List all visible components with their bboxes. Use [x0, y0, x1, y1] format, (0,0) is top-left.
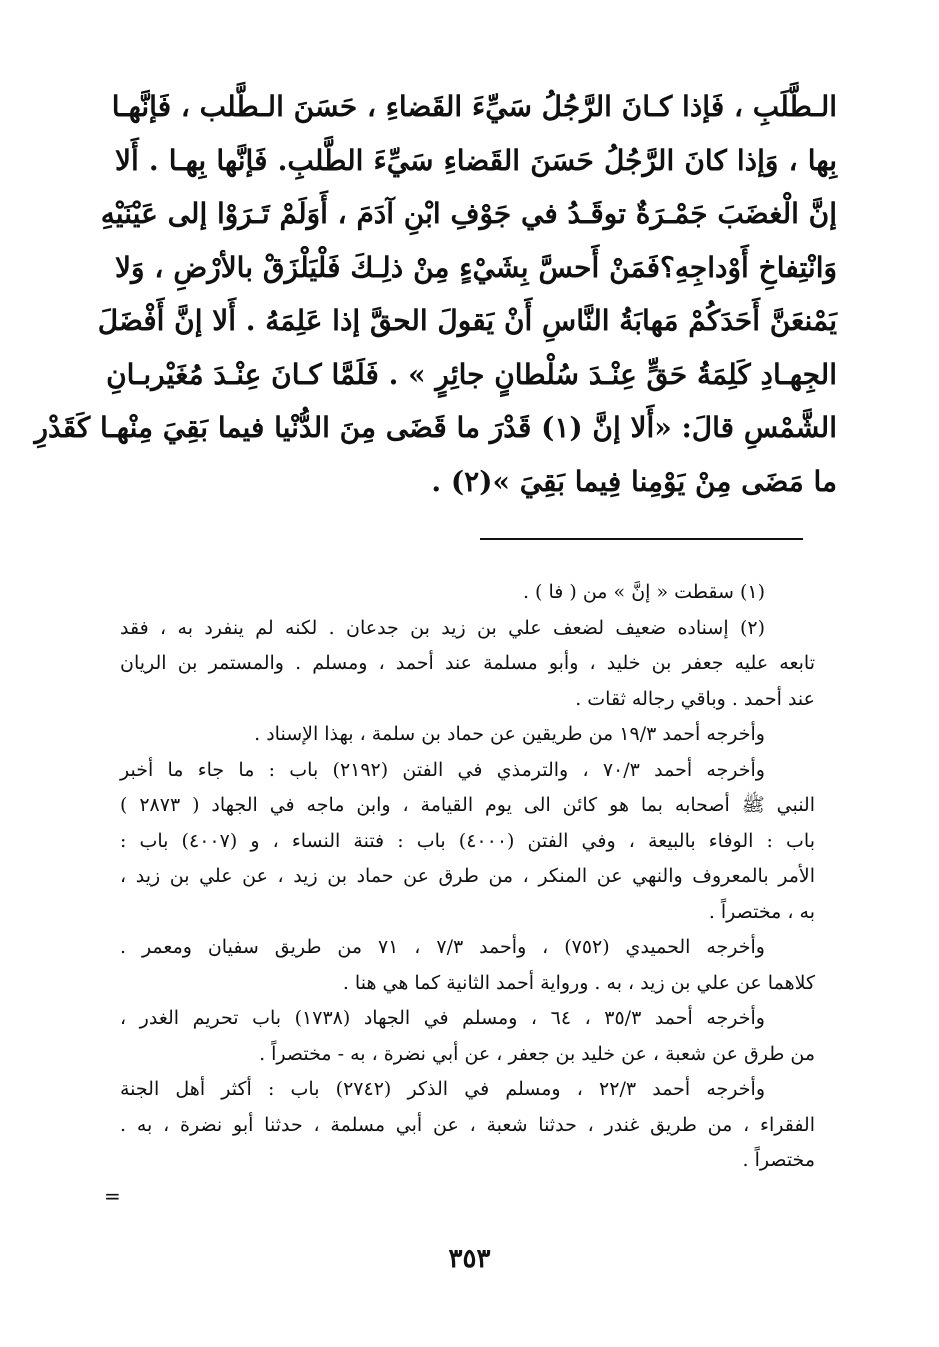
footnote-line: وأخرجه أحمد ١٩/٣ من طريقين عن حماد بن سلمة ، بهذا الإسناد .: [254, 723, 765, 745]
footnote-line: النبي ﷺ أصحابه بما هو كائن الى يوم القيامة ، وابن ماجه في الجهاد ( ٢٨٧٣ ): [120, 794, 815, 816]
footnote-line: مختصراً .: [742, 1149, 815, 1171]
footnote-line: (٢) إسناده ضعيف لضعف علي بن زيد بن جدعان . لكنه لم ينفرد به ، فقد: [120, 616, 765, 639]
main-text-line: الـطَّلَبِ ، فَإذا كـانَ الرَّجُلُ سَيِّءَ القَضاءِ ، حَسَنَ الـطَّلب ، فَإنَّهـا: [111, 90, 837, 123]
footnote-line: كلاهما عن علي بن زيد ، به . ورواية أحمد الثانية كما هي هنا .: [342, 971, 815, 994]
main-text-line: إنَّ الْغضَبَ جَمْـرَةٌ توقَـدُ في جَوْفِ ابْنِ آدَمَ ، أَوَلَمْ تَـرَوْا إلى عَيْنَيْهِ: [100, 197, 837, 230]
continuation-mark: =: [104, 1184, 121, 1208]
main-text-line: ما مَضَى مِنْ يَوْمِنا فِيما بَقِيَ »(٢) .: [431, 464, 837, 498]
main-text-line: يَمْنعَنَّ أَحَدَكُمْ مَهابَةُ النَّاسِ أَنْ يَقولَ الحقَّ إذا عَلِمَهُ . أَلا إنَّ أَفْضَلَ: [97, 304, 837, 337]
footnote-line: الأمر بالمعروف والنهي عن المنكر ، من طرق عن حماد بن زيد ، عن علي بن زيد ،: [120, 865, 815, 887]
footnote-line: وأخرجه الحميدي (٧٥٢) ، وأحمد ٧/٣ ، ٧١ من طريق سفيان ومعمر .: [120, 936, 765, 958]
footnote-line: وأخرجه أحمد ٧٠/٣ ، والترمذي في الفتن (٢١٩٢) باب : ما جاء ما أخبر: [120, 758, 765, 781]
footnote-line: عند أحمد . وباقي رجاله ثقات .: [575, 687, 815, 710]
footnote-line: من طرق عن شعبة ، عن خليد بن جعفر ، عن أبي نضرة ، به - مختصراً .: [259, 1042, 815, 1065]
page-number: ٣٥٣: [448, 1244, 491, 1274]
footnote-line: وأخرجه أحمد ٢٢/٣ ، ومسلم في الذكر (٢٧٤٢) باب : أكثر أهل الجنة: [120, 1078, 765, 1100]
footnote-line: تابعه عليه جعفر بن خليد ، وأبو مسلمة عند أحمد ، ومسلم . والمستمر بن الريان: [120, 652, 815, 674]
main-text-block: [34, 80, 837, 508]
footnotes-block: [120, 575, 815, 1179]
footnote-separator-rule: [480, 538, 803, 540]
footnote-line: به ، مختصراً .: [708, 900, 815, 923]
main-text-line: وَانْتِفاخِ أَوْداجِهِ؟فَمَنْ أَحسَّ بِشَيْءٍ مِنْ ذلِـكَ فَلْيَلْزَقْ بالأرْضِ ، وَلا: [115, 250, 837, 284]
main-text-line: بِها ، وَإذا كانَ الرَّجُلُ حَسَنَ القَضاءِ سَيِّءَ الطَّلبِ. فَإنَّها بِهـا . أَلا: [115, 143, 837, 177]
footnote-line: الفقراء ، من طريق غندر ، حدثنا شعبة ، عن أبي مسلمة ، حدثنا أبو نضرة ، به .: [120, 1113, 815, 1136]
footnote-line: باب : الوفاء بالبيعة ، وفي الفتن (٤٠٠٠) باب : فتنة النساء ، و (٤٠٠٧) باب :: [120, 829, 815, 852]
main-text-line: الجِهـادِ كَلِمَةُ حَقٍّ عِنْـدَ سُلْطانٍ جائِرٍ » . فَلَمَّا كـانَ عِنْـدَ مُغَيْربـانِ: [106, 357, 837, 391]
footnote-line: (١) سقطت « إنَّ » من ( فا ) .: [522, 581, 765, 603]
main-text-line: الشَّمْسِ قالَ: «أَلا إنَّ (١) قَدْرَ ما قَضَى مِنَ الدُّنْيا فيما بَقِيَ مِنْهـا كَقَدْرِ: [34, 411, 837, 444]
footnote-line: وأخرجه أحمد ٣٥/٣ ، ٦٤ ، ومسلم في الجهاد (١٧٣٨) باب تحريم الغدر ،: [120, 1007, 765, 1029]
